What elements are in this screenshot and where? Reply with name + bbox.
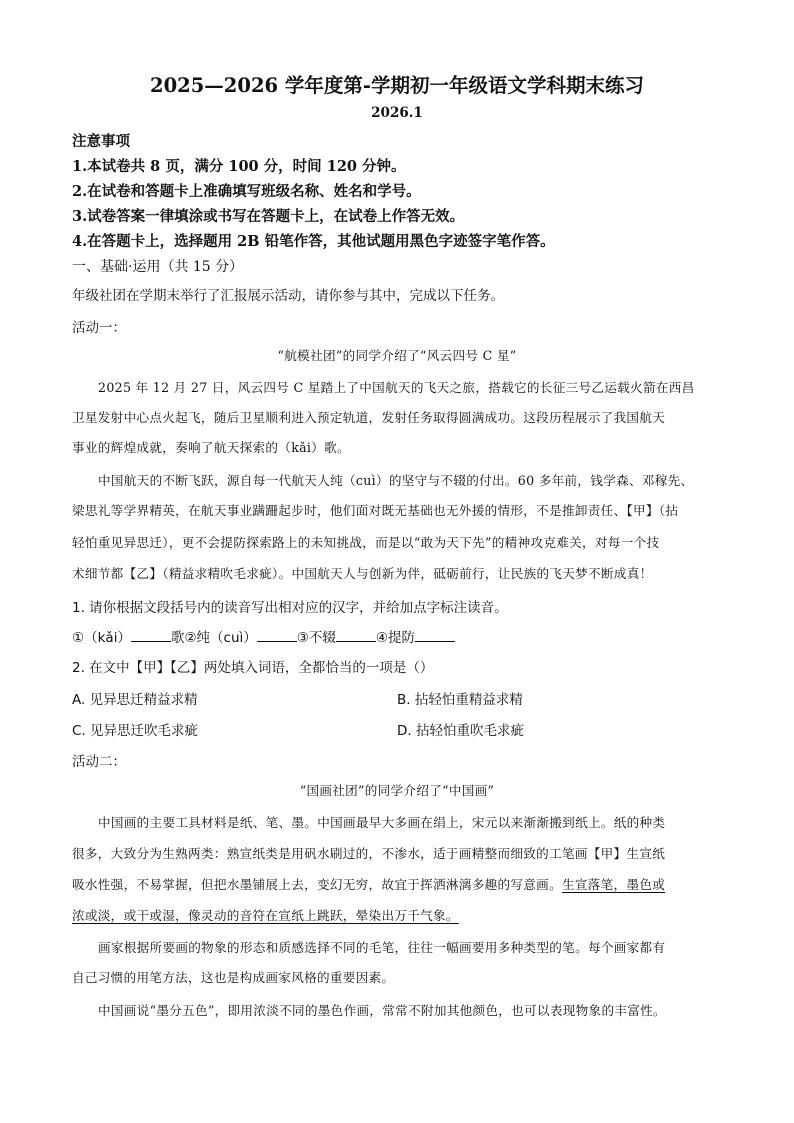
answer-blank[interactable] — [415, 629, 455, 642]
note-item: 3.试卷答案一律填涂或书写在答题卡上，在试卷上作答无效。 — [72, 208, 465, 225]
activity-two-subtitle: “国画社团”的同学介绍了“中国画” — [299, 783, 495, 798]
passage-line: 2025 年 12 月 27 日，风云四号 C 星踏上了中国航天的飞天之旅，搭载它的长征三号乙运载火箭在西昌 — [98, 380, 695, 395]
page-title: 2025—2026 学年度第-学期初一年级语文学科期末练习 — [150, 74, 644, 97]
q1-part: ③不辍 — [296, 630, 336, 646]
note-item: 4.在答题卡上，选择题用 2B 铅笔作答，其他试题用黑色字迹签字笔作答。 — [72, 233, 555, 250]
underlined-sentence: 生宣落笔，墨色或 — [561, 877, 666, 892]
passage-line — [72, 874, 665, 893]
passage-line: 中国画说“墨分五色”，即用浓淡不同的墨色作画，常常不附加其他颜色，也可以表现物象的丰富性。 — [98, 1003, 666, 1018]
question-1-blanks — [72, 626, 455, 646]
passage-line: 自己习惯的用笔方法，这也是构成画家风格的重要因素。 — [72, 970, 395, 985]
passage-line: 事业的辉煌成就，奏响了航天探索的（kǎi）歌。 — [72, 440, 350, 455]
passage-text: 吸水性强，不易掌握，但把水墨铺展上去，变幻无穷，故宜于挥洒淋漓多趣的写意画。 — [72, 877, 562, 892]
notes-heading: 注意事项 — [72, 133, 130, 150]
passage-line: 梁思礼等学界精英，在航天事业蹒跚起步时，他们面对既无基础也无外援的情形，不是推卸责任、【甲】（拈 — [72, 503, 679, 518]
option-b[interactable]: B. 拈轻怕重精益求精 — [397, 692, 523, 708]
passage-line: 中国航天的不断飞跃，源自每一代航天人纯（cuì）的坚守与不辍的付出。60 多年前，钱学森、邓稼先、 — [98, 473, 694, 488]
activity-two-label: 活动二： — [72, 754, 126, 770]
passage-line: 中国画的主要工具材料是纸、笔、墨。中国画最早大多画在绢上，宋元以来渐渐搬到纸上。纸的种类 — [98, 815, 666, 830]
note-item: 1.本试卷共 8 页，满分 100 分，时间 120 分钟。 — [72, 158, 406, 175]
q1-part: 歌②纯（cuì） — [170, 630, 257, 646]
passage-line: 卫星发射中心点火起飞，随后卫星顺利进入预定轨道，发射任务取得圆满成功。这段历程展示了我国航天 — [72, 410, 666, 425]
passage-line: 很多，大致分为生熟两类：熟宣纸类是用矾水刷过的，不渗水，适于画精整而细致的工笔画【甲】生宣纸 — [72, 846, 666, 861]
option-d[interactable]: D. 拈轻怕重吹毛求疵 — [397, 723, 524, 739]
section-heading: 一、基础·运用（共 15 分） — [72, 259, 244, 275]
passage-line: 术细节都【乙】（精益求精吹毛求疵）。中国航天人与创新为伴，砥砺前行，让民族的飞天梦不断成真！ — [72, 566, 653, 581]
question-2-stem: 2. 在文中【甲】【乙】两处填入词语，全都恰当的一项是（） — [72, 660, 434, 676]
section-intro: 年级社团在学期末举行了汇报展示活动，请你参与其中，完成以下任务。 — [72, 288, 504, 304]
option-c[interactable]: C. 见异思迁吹毛求疵 — [72, 723, 199, 739]
question-1-stem: 1. 请你根据文段括号内的读音写出相对应的汉字，并给加点字标注读音。 — [72, 600, 508, 616]
answer-blank[interactable] — [257, 629, 297, 642]
q1-part: ④提防 — [375, 630, 416, 646]
answer-blank[interactable] — [336, 629, 376, 642]
underlined-sentence: 浓或淡，或干或湿，像灵动的音符在宣纸上跳跃，晕染出万千气象。 — [72, 908, 459, 923]
activity-one-label: 活动一： — [72, 320, 126, 336]
passage-line: 轻怕重见异思迁），更不会提防探索路上的未知挑战，而是以“敢为天下先”的精神攻克难关，对每一个技 — [72, 535, 660, 550]
exam-date: 2026.1 — [371, 105, 423, 121]
option-a[interactable]: A. 见异思迁精益求精 — [72, 692, 198, 708]
activity-one-subtitle: “航模社团”的同学介绍了“风云四号 C 星” — [277, 348, 517, 363]
passage-line: 画家根据所要画的物象的形态和质感选择不同的毛笔，往往一幅画要用多种类型的笔。每个画家都有 — [98, 940, 666, 955]
note-item: 2.在试卷和答题卡上准确填写班级名称、姓名和学号。 — [72, 183, 421, 200]
q1-part: ①（kǎi） — [72, 630, 131, 646]
answer-blank[interactable] — [131, 629, 171, 642]
